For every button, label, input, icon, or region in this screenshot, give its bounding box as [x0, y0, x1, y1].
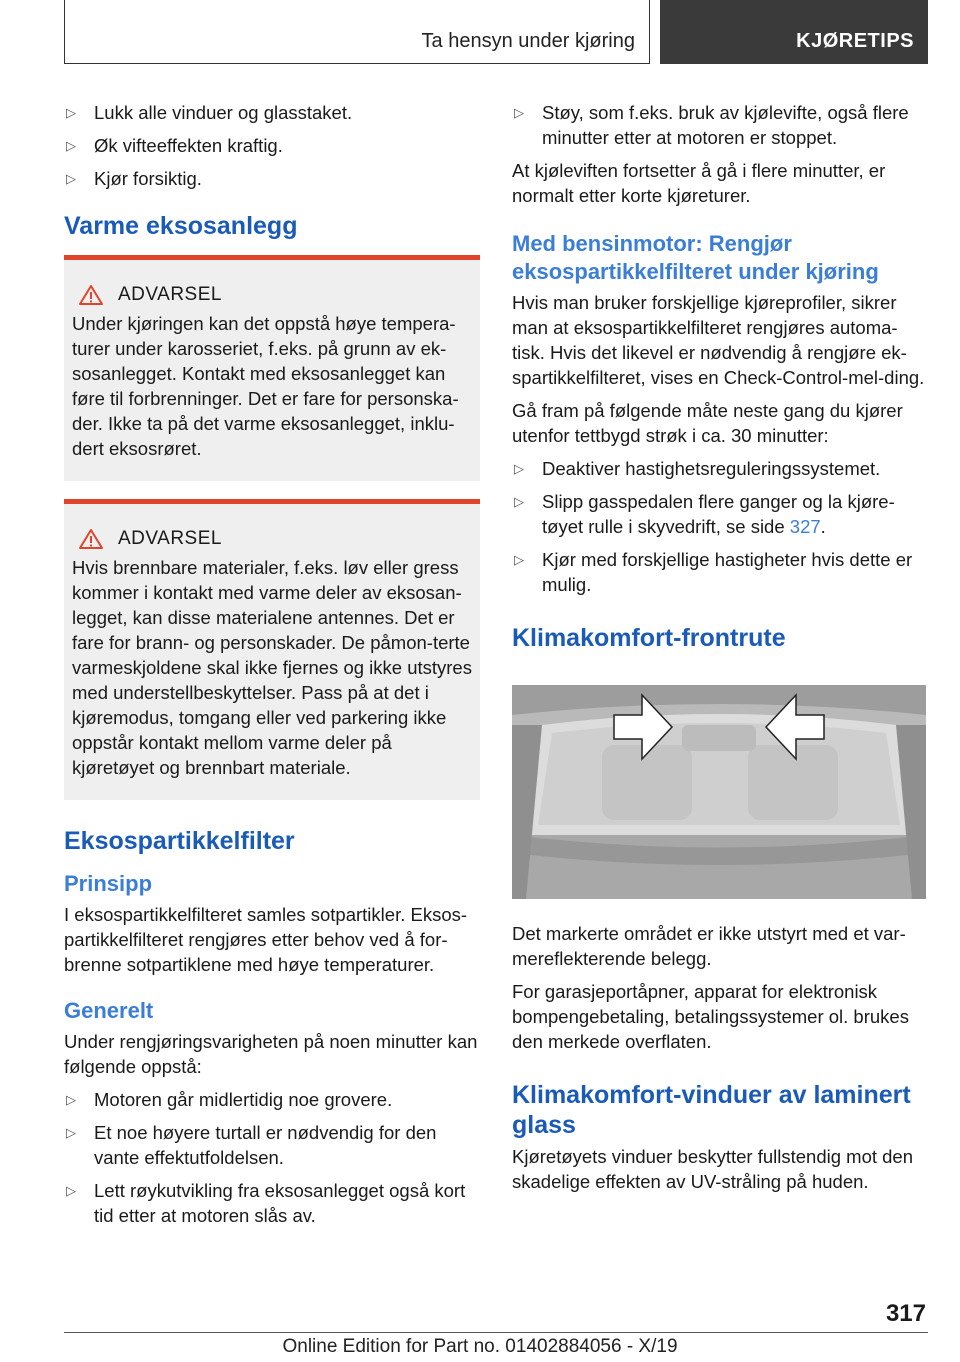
list-item: ▷ Motoren går midlertidig noe grovere.	[66, 1089, 393, 1110]
header-section-box	[64, 0, 650, 64]
edition-footer: Online Edition for Part no. 01402884056 - X/19	[282, 1336, 678, 1357]
windows-paragraph: Kjøretøyets vinduer beskytter fullstendig mot den skadelige effekten av UV-stråling på huden.	[512, 1146, 914, 1192]
heading-particle-filter: Eksospartikkelfilter	[64, 827, 295, 855]
list-item: ▷ Deaktiver hastighetsreguleringssystemet.	[514, 458, 881, 479]
triangle-bullet-icon: ▷	[66, 1092, 76, 1107]
triangle-bullet-icon: ▷	[66, 171, 76, 186]
page-number: 317	[885, 1300, 926, 1327]
triangle-bullet-icon: ▷	[66, 105, 76, 120]
warning-text: Hvis brennbare materialer, f.eks. løv eller gress kommer i kontakt med varme deler av eksosan-legget, kan disse materialene antennes. Det er fare for brann- og personskader. De påmon-terte varmeskjoldene skal ikke fjernes og ikke utstyres med understellbeskyttelser. Pass på at det i kjøremodus, tomgang eller ved parkering ikke oppstår kontakt mellom varme deler på kjøretøyet og brennbart materiale.	[72, 557, 472, 778]
warning-header	[72, 526, 472, 551]
fan-paragraph: At kjøleviften fortsetter å gå i flere minutter, er normalt etter korte kjøreturer.	[512, 160, 886, 206]
windshield-paragraph-1: Det markerte området er ikke utstyrt med et var-mereflekterende belegg.	[512, 923, 906, 969]
page-reference-link[interactable]: 327	[789, 516, 821, 537]
subheading-general: Generelt	[64, 998, 154, 1023]
footer-divider	[64, 1332, 928, 1333]
warning-box	[64, 255, 480, 481]
warning-label: ADVARSEL	[118, 284, 222, 305]
warning-triangle-icon	[78, 284, 104, 306]
warning-triangle-icon	[78, 528, 104, 550]
procedure-paragraph: Gå fram på følgende måte neste gang du kjører utenfor tettbygd strøk i ca. 30 minutter:	[512, 400, 903, 446]
triangle-bullet-icon: ▷	[514, 461, 524, 476]
windshield-paragraph-2: For garasjeportåpner, apparat for elektronisk bompengebetaling, betalingssystemer ol. brukes den merkede overflaten.	[512, 981, 909, 1052]
warning-header	[72, 282, 472, 307]
triangle-bullet-icon: ▷	[514, 105, 524, 120]
list-item: ▷ Kjør med forskjellige hastigheter hvis dette er mulig.	[514, 549, 913, 595]
triangle-bullet-icon: ▷	[66, 138, 76, 153]
principle-paragraph: I eksospartikkelfilteret samles sotpartikler. Eksos-partikkelfilteret rengjøres etter behov ved å for-brenne sotpartiklene med høye temperaturer.	[64, 904, 468, 975]
list-item: ▷ Lukk alle vinduer og glasstaket.	[66, 102, 353, 123]
list-item: ▷ Kjør forsiktig.	[66, 168, 202, 189]
heading-windshield: Klimakomfort-frontrute	[512, 624, 786, 652]
page-header	[64, 0, 928, 64]
list-item: ▷ Slipp gasspedalen flere ganger og la kjøre-tøyet rulle i skyvedrift, se side 327.	[514, 491, 895, 537]
heading-hot-exhaust: Varme eksosanlegg	[64, 212, 298, 240]
left-column	[64, 100, 480, 1236]
list-item: ▷ Lett røykutvikling fra eksosanlegget også kort tid etter at motoren slås av.	[66, 1180, 466, 1226]
list-item: ▷ Øk vifteeffekten kraftig.	[66, 135, 283, 156]
list-item: ▷ Et noe høyere turtall er nødvendig for den vante effektutfoldelsen.	[66, 1122, 437, 1168]
general-paragraph: Under rengjøringsvarigheten på noen minutter kan følgende oppstå:	[64, 1031, 478, 1077]
warning-text: Under kjøringen kan det oppstå høye tempera-turer under karosseriet, f.eks. på grunn av ek-sosanlegget. Kontakt med eksosanlegget kan føre til forbrenninger. Det er fare for personska-der. Ikke ta på det varme eksosanlegget, inklu-dert eksosrøret.	[72, 313, 459, 459]
header-chapter-box	[660, 0, 928, 64]
right-column	[512, 100, 926, 1202]
warning-label: ADVARSEL	[118, 528, 222, 549]
header-chapter-title: KJØRETIPS	[796, 30, 914, 52]
triangle-bullet-icon: ▷	[514, 494, 524, 509]
petrol-paragraph: Hvis man bruker forskjellige kjøreprofiler, sikrer man at eksospartikkelfilteret rengjøres automa-tisk. Hvis det likevel er nødvendig å rengjøre ek-spartikkelfilteret, vises en Check-Control-mel-ding.	[512, 292, 925, 388]
list-item: ▷ Støy, som f.eks. bruk av kjølevifte, også flere minutter etter at motoren er stoppet.	[514, 102, 909, 148]
triangle-bullet-icon: ▷	[66, 1183, 76, 1198]
subheading-petrol-cleaning: Med bensinmotor: Rengjør eksospartikkelfilteret under kjøring	[512, 231, 879, 284]
triangle-bullet-icon: ▷	[514, 552, 524, 567]
subheading-principle: Prinsipp	[64, 871, 153, 896]
windshield-interior-illustration	[512, 685, 926, 899]
triangle-bullet-icon: ▷	[66, 1125, 76, 1140]
header-section-title: Ta hensyn under kjøring	[421, 30, 635, 52]
heading-laminated-windows: Klimakomfort-vinduer av laminert glass	[512, 1081, 911, 1139]
warning-box	[64, 499, 480, 800]
